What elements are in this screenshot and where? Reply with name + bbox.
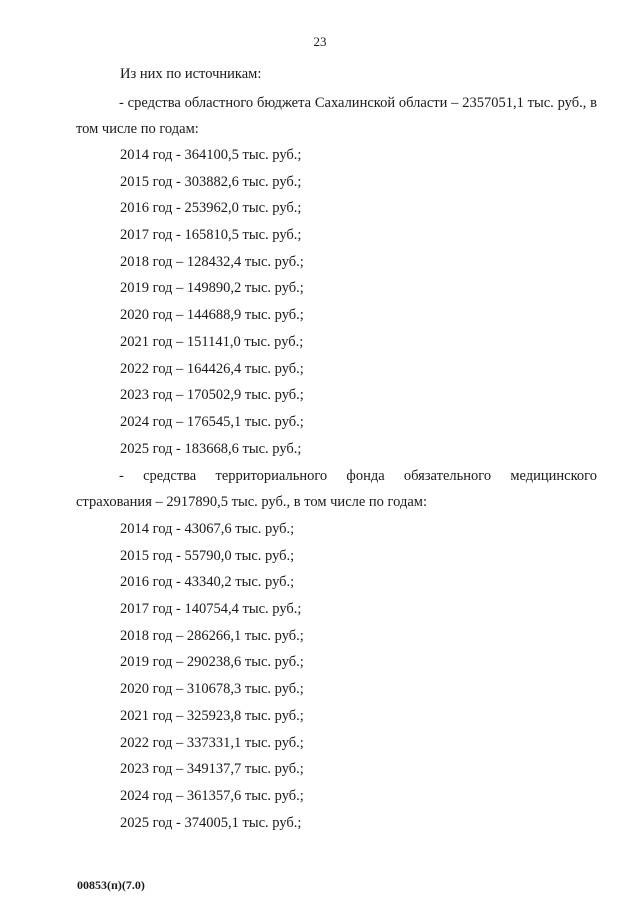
list-item: 2020 год – 144688,9 тыс. руб.; [120, 307, 304, 324]
list-item: 2017 год - 165810,5 тыс. руб.; [120, 227, 302, 244]
health-fund-year-list [120, 520, 304, 840]
page-number: 23 [313, 34, 327, 49]
footer-code: 00853(п)(7.0) [77, 878, 145, 892]
list-item: 2019 год – 149890,2 тыс. руб.; [120, 280, 304, 297]
list-item: 2021 год – 325923,8 тыс. руб.; [120, 707, 304, 724]
list-item: 2015 год - 303882,6 тыс. руб.; [120, 173, 302, 190]
list-item: 2014 год - 43067,6 тыс. руб.; [120, 521, 295, 537]
list-item: 2025 год - 183668,6 тыс. руб.; [120, 440, 302, 457]
list-item: 2016 год - 253962,0 тыс. руб.; [120, 200, 302, 217]
list-item: 2024 год – 176545,1 тыс. руб.; [120, 413, 304, 430]
list-item: 2023 год – 349137,7 тыс. руб.; [120, 761, 304, 778]
list-item: 2022 год – 337331,1 тыс. руб.; [120, 734, 304, 751]
list-item: 2017 год - 140754,4 тыс. руб.; [120, 601, 302, 618]
list-item: 2018 год – 286266,1 тыс. руб.; [120, 627, 304, 644]
list-item: 2019 год – 290238,6 тыс. руб.; [120, 654, 304, 671]
list-item: 2024 год – 361357,6 тыс. руб.; [120, 787, 304, 804]
list-item: 2016 год - 43340,2 тыс. руб.; [120, 574, 295, 591]
list-item: 2014 год - 364100,5 тыс. руб.; [120, 147, 302, 163]
health-fund-paragraph: - средства территориального фонда обязательного медицинского страхования – 2917890,5 тыс. руб., в том числе по годам: [76, 468, 597, 510]
list-item: 2015 год - 55790,0 тыс. руб.; [120, 547, 295, 564]
list-item: 2018 год – 128432,4 тыс. руб.; [120, 253, 304, 270]
list-item: 2025 год - 374005,1 тыс. руб.; [120, 814, 302, 831]
regional-budget-paragraph: - средства областного бюджета Сахалинской области – 2357051,1 тыс. руб., в том числе по годам: [76, 95, 597, 137]
list-item: 2020 год – 310678,3 тыс. руб.; [120, 681, 304, 698]
list-item: 2022 год – 164426,4 тыс. руб.; [120, 360, 304, 377]
list-item: 2021 год – 151141,0 тыс. руб.; [120, 333, 304, 350]
list-item: 2023 год – 170502,9 тыс. руб.; [120, 387, 304, 404]
intro-line: Из них по источникам: [120, 66, 262, 82]
regional-budget-year-list [120, 146, 304, 466]
